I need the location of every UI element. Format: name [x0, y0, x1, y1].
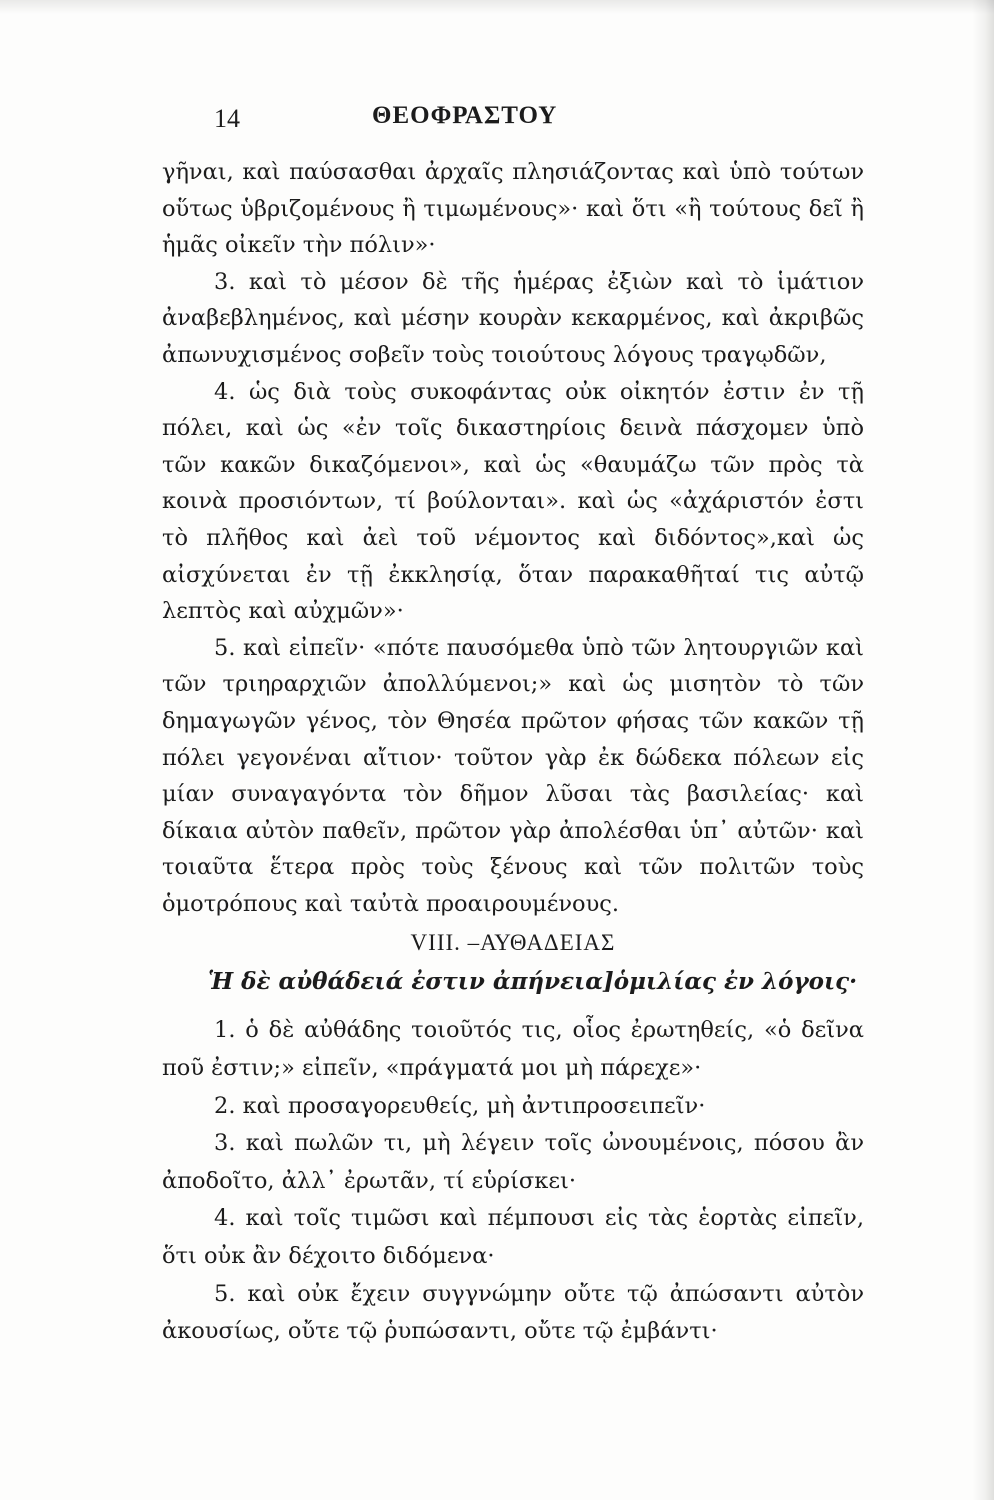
- chapter-definition: Ἡ δὲ αὐθάδειά ἐστιν ἀπήνεια]ὁμιλίας ἐν λόγοις·: [208, 968, 858, 996]
- text-block: [162, 100, 864, 1351]
- section-two: [162, 1012, 864, 1350]
- page-edge-shadow: [972, 0, 994, 1500]
- section-two-paragraph-3: 3. καὶ πωλῶν τι, μὴ λέγειν τοῖς ὠνουμένοις, πόσου ἂν ἀποδοῖτο, ἀλλ᾽ ἐρωτᾶν, τί εὑρίσκει·: [162, 1130, 864, 1194]
- paragraph-4: 4. ὡς διὰ τοὺς συκοφάντας οὐκ οἰκητόν ἐστιν ἐν τῇ πόλει, καὶ ὡς «ἐν τοῖς δικαστηρίοις δεινὰ πάσχομεν ὑπὸ τῶν κακῶν δικαζόμενοι», καὶ ὡς «θαυμάζω τῶν πρὸς τὰ κοινὰ προσιόντων, τί βούλονται». καὶ ὡς «ἀχάριστόν ἐστι τὸ πλῆθος καὶ ἀεὶ τοῦ νέμοντος καὶ διδόντος»,καὶ ὡς αἰσχύνεται ἐν τῇ ἐκκλησίᾳ, ὅταν παρακαθῆταί τις αὐτῷ λεπτὸς καὶ αὐχμῶν»·: [162, 378, 864, 625]
- chapter-heading: VIII. –ΑΥΘΑΔΕΙΑΣ: [410, 930, 616, 956]
- section-two-paragraph-1: 1. ὁ δὲ αὐθάδης τοιοῦτός τις, οἷος ἐρωτηθείς, «ὁ δεῖνα ποῦ ἐστιν;» εἰπεῖν, «πράγματά μοι μὴ πάρεχε»·: [162, 1017, 864, 1082]
- paragraph-5: 5. καὶ εἰπεῖν· «πότε παυσόμεθα ὑπὸ τῶν λητουργιῶν καὶ τῶν τριηραρχιῶν ἀπολλύμενοι;» καὶ ὡς μισητὸν τὸ τῶν δημαγωγῶν γένος, τὸν Θησέα πρῶτον φήσας τῶν κακῶν τῇ πόλει γεγονέναι αἴτιον· τοῦτον γὰρ ἐκ δώδεκα πόλεων εἰς μίαν συναγαγόντα τὸν δῆμον λῦσαι τὰς βασιλείας· καὶ δίκαια αὐτὸν παθεῖν, πρῶτον γὰρ ἀπολέσθαι ὑπ᾽ αὐτῶν· καὶ τοιαῦτα ἕτερα πρὸς τοὺς ξένους καὶ τῶν πολιτῶν τοὺς ὁμοτρόπους καὶ ταὐτὰ προαιρουμένους.: [162, 634, 864, 917]
- page-header: [162, 100, 864, 140]
- section-two-paragraph-2: 2. καὶ προσαγορευθείς, μὴ ἀντιπροσειπεῖν·: [214, 1092, 706, 1119]
- section-two-paragraph-4: 4. καὶ τοῖς τιμῶσι καὶ πέμπουσι εἰς τὰς ἑορτὰς εἰπεῖν, ὅτι οὐκ ἂν δέχοιτο διδόμενα·: [162, 1205, 864, 1270]
- paragraph-3: 3. καὶ τὸ μέσον δὲ τῆς ἡμέρας ἐξιὼν καὶ τὸ ἱμάτιον ἀναβεβλημένος, καὶ μέσην κουρὰν κεκαρμένος, καὶ ἀκριβῶς ἀπωνυχισμένος σοβεῖν τοὺς τοιούτους λόγους τραγῳδῶν,: [162, 268, 864, 368]
- page-number: 14: [214, 104, 240, 133]
- section-one: [162, 154, 864, 922]
- page-top-edge: [0, 0, 994, 14]
- paragraph-continuation: γῆναι, καὶ παύσασθαι ἀρχαῖς πλησιάζοντας καὶ ὑπὸ τούτων οὕτως ὑβριζομένους ἢ τιμωμένους»· καὶ ὅτι «ἢ τούτους δεῖ ἢ ἡμᾶς οἰκεῖν τὴν πόλιν»·: [162, 159, 864, 259]
- running-title: ΘΕΟΦΡΑΣΤΟΥ: [372, 102, 558, 129]
- section-two-paragraph-5: 5. καὶ οὐκ ἔχειν συγγνώμην οὔτε τῷ ἀπώσαντι αὐτὸν ἀκουσίως, οὔτε τῷ ῥυπώσαντι, οὔτε τῷ ἐμβάντι·: [162, 1280, 864, 1345]
